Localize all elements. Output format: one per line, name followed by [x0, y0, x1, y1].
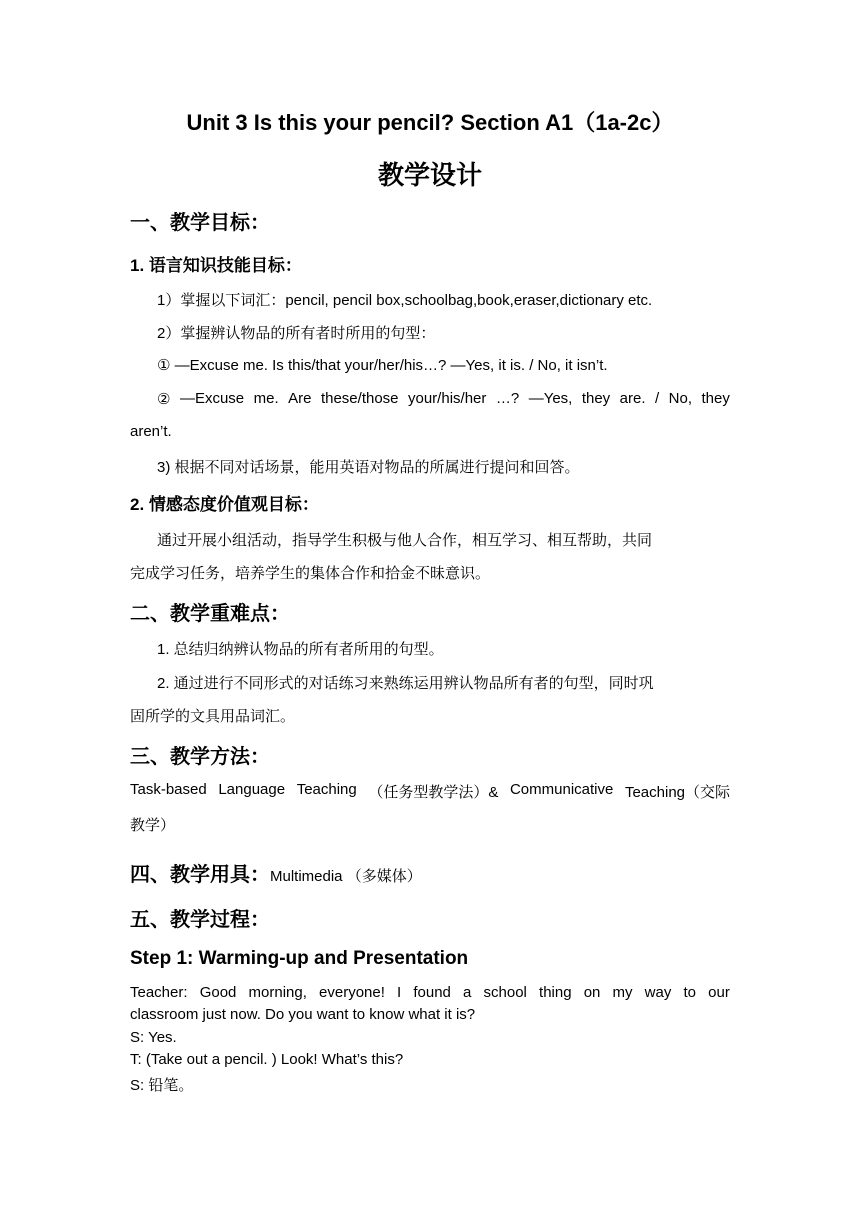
key-point-1: 1. 总结归纳辨认物品的所有者所用的句型。	[157, 641, 444, 658]
tools-label: 四、教学用具：	[130, 864, 270, 886]
word: ②	[157, 391, 171, 408]
word: on	[583, 984, 601, 1001]
word: thing	[539, 984, 572, 1001]
section-heading-process: 五、教学过程：	[130, 909, 270, 931]
word: Teaching	[296, 781, 357, 798]
word: No,	[668, 390, 692, 407]
section-heading-objectives: 一、教学目标：	[130, 212, 270, 234]
word: /	[655, 390, 660, 407]
dialogue-line-1	[130, 984, 730, 1001]
word: me.	[253, 390, 279, 407]
document-title: Unit 3 Is this your pencil? Section A1（1a-2c）	[186, 110, 674, 135]
word: Task-based	[130, 781, 207, 798]
word: to	[683, 984, 697, 1001]
paragraph-values-line-2: 完成学习任务，培养学生的集体合作和拾金不昧意识。	[130, 565, 491, 582]
subheading-language-skills: 1. 语言知识技能目标：	[130, 256, 302, 275]
dialogue-line-3: S: Yes.	[130, 1029, 177, 1046]
word: are.	[619, 390, 646, 407]
word: these/those	[320, 390, 399, 407]
word: our	[708, 984, 730, 1001]
word: —Yes,	[528, 390, 573, 407]
word: way	[644, 984, 672, 1001]
subheading-emotion-values: 2. 情感态度价值观目标：	[130, 495, 319, 514]
tools-value: Multimedia （多媒体）	[270, 868, 422, 885]
objective-item-4	[157, 390, 730, 408]
word: Are	[288, 390, 312, 407]
word: —Excuse	[179, 390, 245, 407]
word: morning,	[248, 984, 307, 1001]
methods-line-1	[130, 781, 730, 802]
word: Language	[218, 781, 286, 798]
section-heading-tools	[130, 858, 422, 887]
step-1-title: Step 1: Warming-up and Presentation	[130, 948, 469, 969]
word: I	[397, 984, 402, 1001]
word: Teaching（交际	[624, 784, 730, 801]
word: Good	[199, 984, 237, 1001]
key-point-2-line-2: 固所学的文具用品词汇。	[130, 708, 296, 725]
word: everyone!	[319, 984, 385, 1001]
word: they	[581, 390, 611, 407]
key-point-2-line-1: 2. 通过进行不同形式的对话练习来熟练运用辨认物品所有者的句型，同时巩	[157, 675, 654, 692]
word: Teacher:	[130, 984, 188, 1001]
section-heading-methods: 三、教学方法：	[130, 746, 270, 768]
dialogue-line-2: classroom just now. Do you want to know what it is?	[130, 1006, 476, 1023]
word: a	[463, 984, 472, 1001]
word: your/his/her	[408, 390, 487, 407]
dialogue-line-4: T: (Take out a pencil. ) Look! What’s this?	[130, 1051, 404, 1068]
word: Communicative	[509, 781, 614, 798]
objective-item-4-end: aren’t.	[130, 423, 172, 440]
word: （任务型教学法）&	[368, 784, 499, 801]
paragraph-values-line-1: 通过开展小组活动，指导学生积极与他人合作，相互学习、相互帮助，共同	[157, 532, 653, 549]
objective-item-3: ① —Excuse me. Is this/that your/her/his…? —Yes, it is. / No, it isn’t.	[157, 357, 608, 374]
section-heading-key-points: 二、教学重难点：	[130, 603, 290, 625]
objective-item-1: 1）掌握以下词汇：pencil, pencil box,schoolbag,book,eraser,dictionary etc.	[157, 292, 653, 309]
word: …?	[495, 390, 520, 407]
word: they	[701, 390, 730, 407]
methods-line-2: 教学）	[130, 817, 176, 834]
objective-item-5: 3) 根据不同对话场景，能用英语对物品的所属进行提问和回答。	[157, 459, 580, 476]
word: school	[483, 984, 527, 1001]
word: my	[612, 984, 633, 1001]
document-subtitle: 教学设计	[377, 160, 482, 190]
dialogue-line-5: S: 铅笔。	[130, 1077, 194, 1094]
word: found	[413, 984, 451, 1001]
objective-item-2: 2）掌握辨认物品的所有者时所用的句型：	[157, 325, 436, 342]
